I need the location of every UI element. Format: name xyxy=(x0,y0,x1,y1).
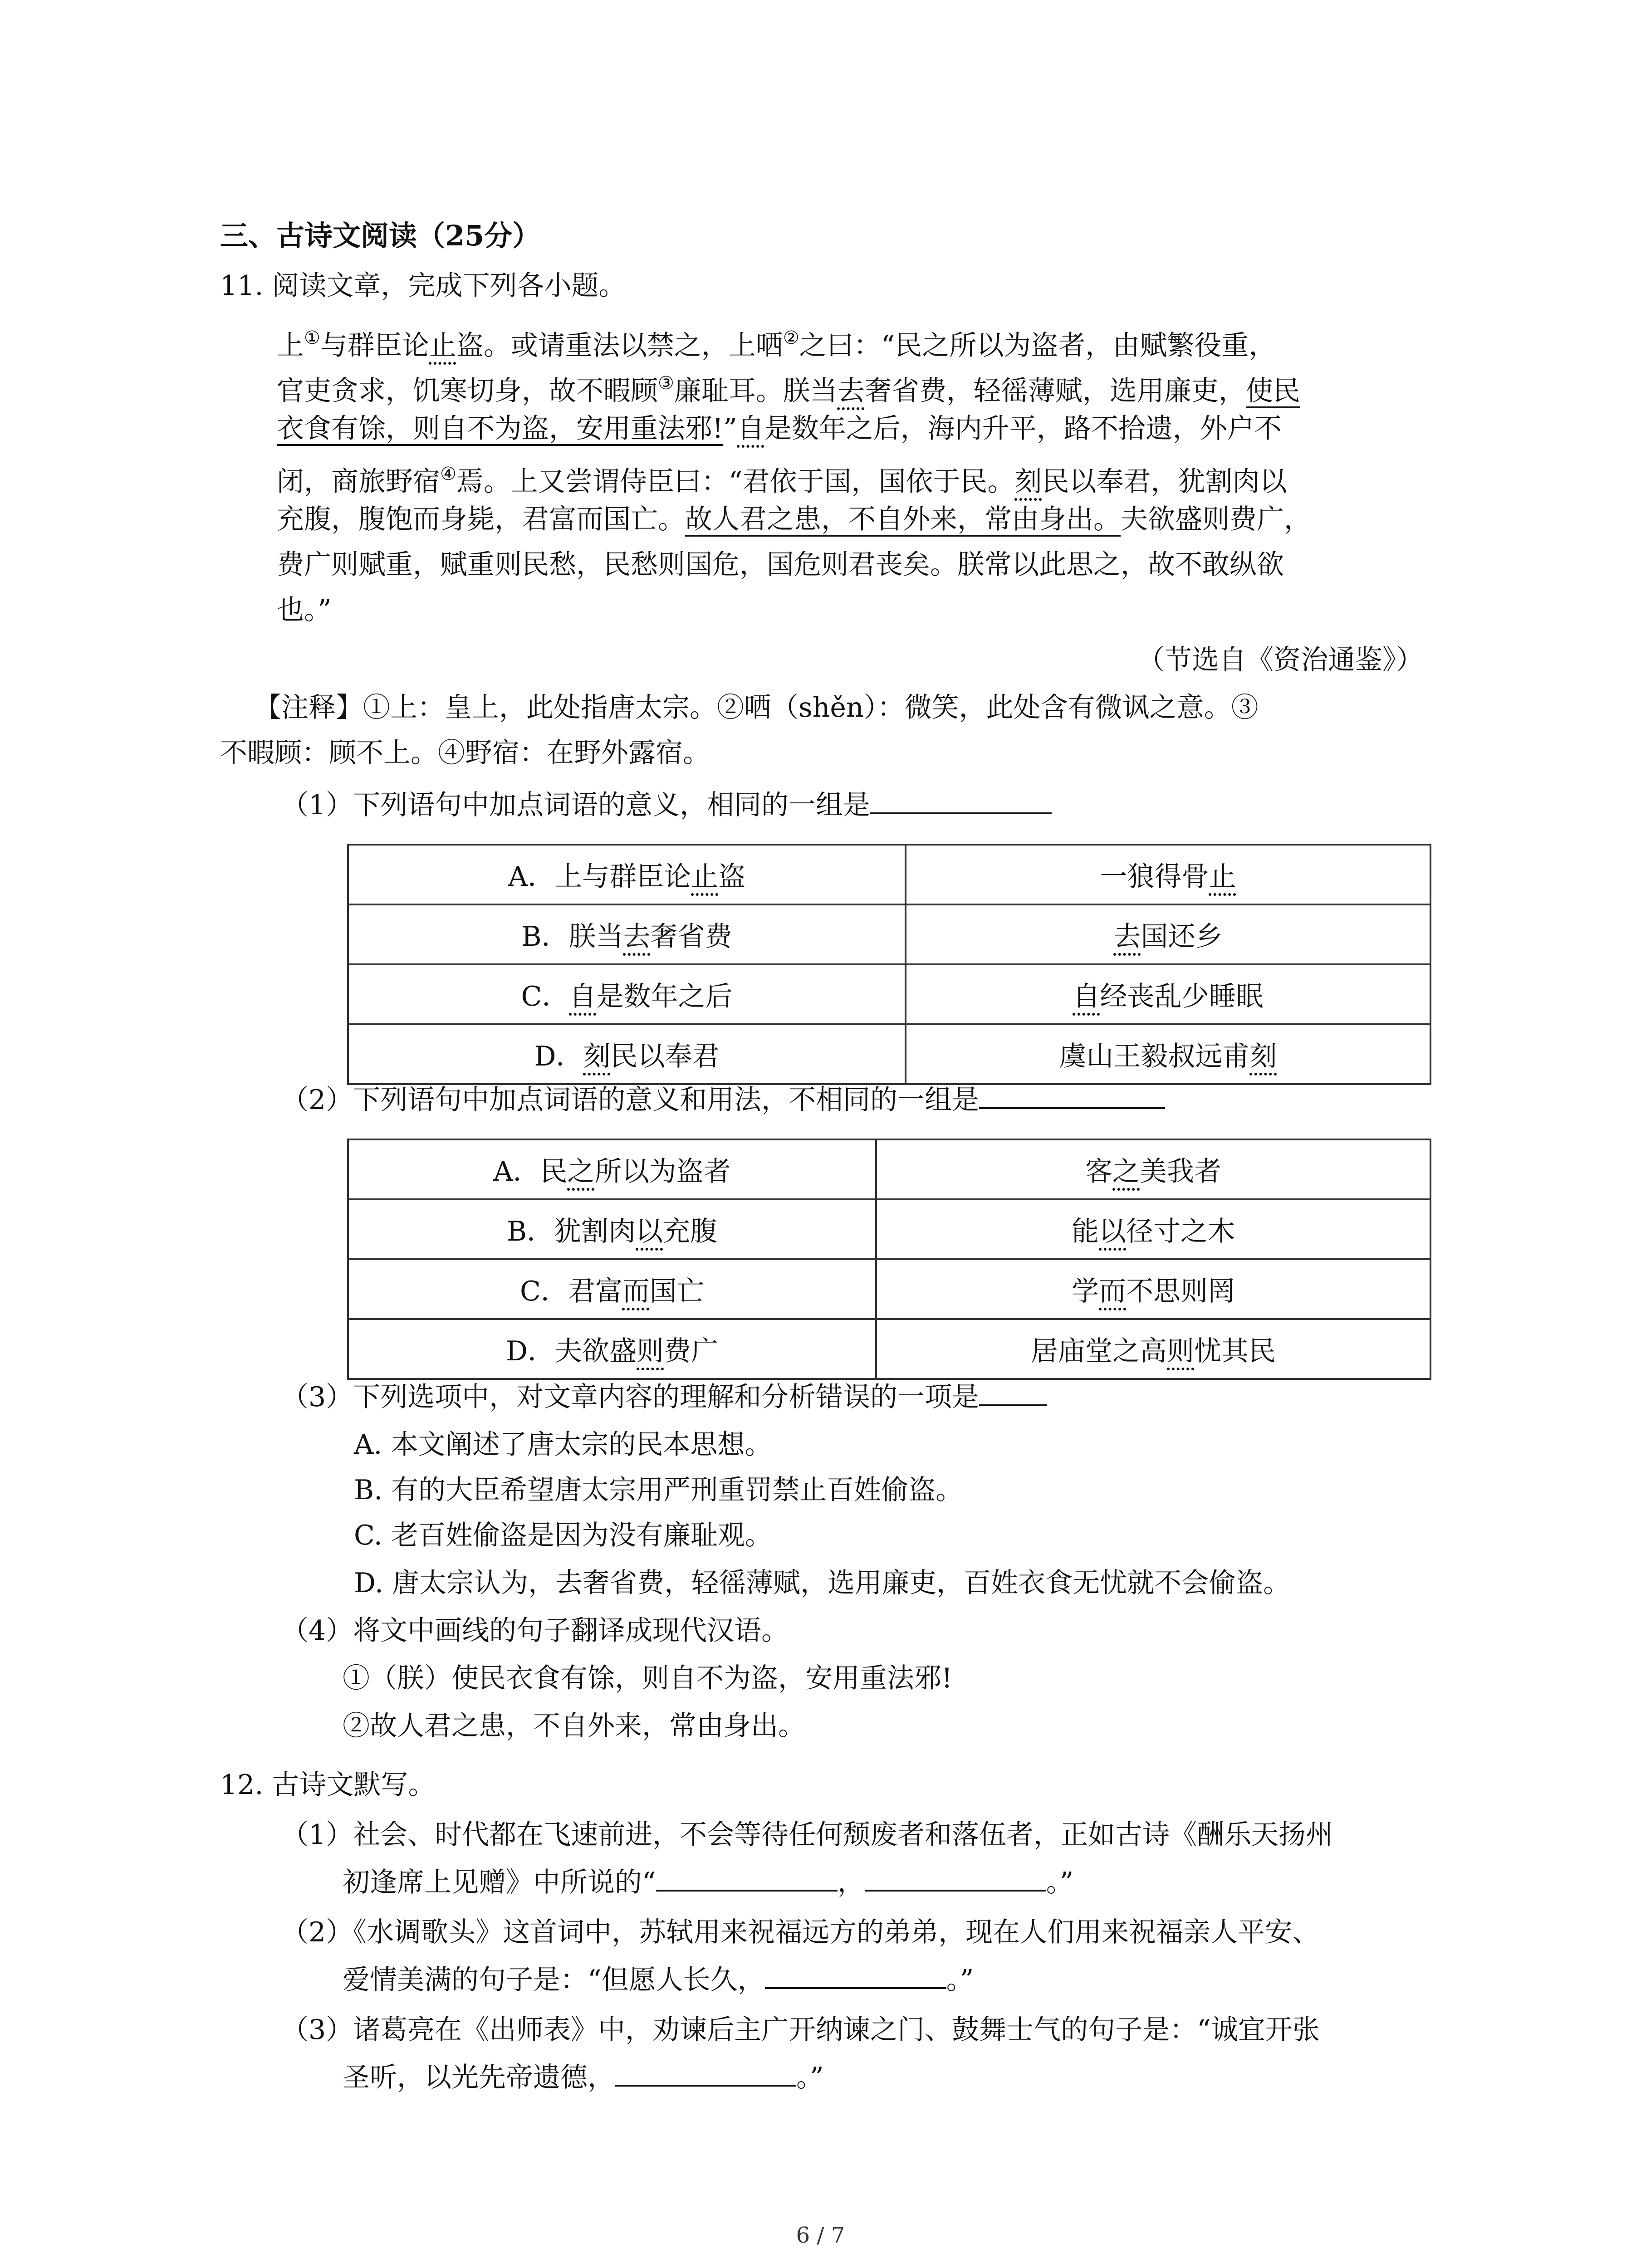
table-row xyxy=(348,1024,1430,1084)
option-left: D．夫欲盛则费广 xyxy=(348,1319,876,1379)
notes-line-2: 不暇顾：顾不上。④野宿：在野外露宿。 xyxy=(220,737,710,769)
dotted-word: 刻 xyxy=(1014,466,1042,498)
passage-text: 与群臣论 xyxy=(320,330,429,362)
punctuation: 。” xyxy=(796,2062,824,2093)
section-title: 三、古诗文阅读（25分） xyxy=(220,219,541,252)
sub-question-1 xyxy=(281,782,1052,828)
option-right: 去国还乡 xyxy=(906,904,1430,964)
answer-blank[interactable] xyxy=(979,1377,1047,1406)
option-left: B．朕当去奢省费 xyxy=(348,904,906,964)
footnote-marker: ④ xyxy=(440,464,456,484)
option-left: A．民之所以为盗者 xyxy=(348,1139,876,1199)
sub-question-text: 将文中画线的句子翻译成现代汉语。 xyxy=(353,1615,789,1647)
passage-text: 上 xyxy=(277,330,304,362)
page-number: 6 / 7 xyxy=(796,2223,845,2248)
sub-question-label: （4） xyxy=(281,1615,353,1647)
table-row xyxy=(348,1199,1430,1259)
recite-item-2-line-1 xyxy=(281,1910,1319,1955)
option-right: 一狼得骨止 xyxy=(906,845,1430,904)
translate-item-2: ②故人君之患，不自外来，常由身出。 xyxy=(343,1710,805,1742)
table-row xyxy=(348,904,1430,964)
option-left: D．刻民以奉君 xyxy=(348,1024,906,1084)
dotted-word: 去 xyxy=(837,375,865,407)
answer-blank[interactable] xyxy=(870,785,1052,814)
dotted-word: 而 xyxy=(1099,1276,1126,1307)
sub-question-label: （1） xyxy=(281,1819,353,1851)
dotted-word: 自 xyxy=(1073,981,1100,1012)
dotted-word: 以 xyxy=(1099,1216,1126,1247)
option-right: 居庙堂之高则忧其民 xyxy=(876,1319,1430,1379)
recite-item-3-line-1 xyxy=(281,2007,1320,2053)
passage-text: ” xyxy=(723,413,737,445)
table-row xyxy=(348,964,1430,1024)
passage-source: （节选自《资治通鉴》） xyxy=(1137,644,1423,676)
answer-blank[interactable] xyxy=(656,1862,838,1892)
question-number: 11. xyxy=(220,270,264,302)
table-row xyxy=(348,1139,1430,1199)
option-right: 能以径寸之木 xyxy=(876,1199,1430,1259)
dotted-word: 则 xyxy=(637,1335,664,1367)
question-12-header xyxy=(220,1762,436,1808)
footnote-marker: ① xyxy=(304,327,320,348)
dotted-word: 刻 xyxy=(1249,1041,1277,1072)
recite-item-2-line-2 xyxy=(343,1957,974,2003)
sub-question-label: （3） xyxy=(281,2014,353,2046)
dotted-word: 止 xyxy=(429,330,456,362)
option-d: D. 唐太宗认为，去奢省费，轻徭薄赋，选用廉吏，百姓衣食无忧就不会偷盗。 xyxy=(354,1567,1291,1599)
passage-text: 充腹，腹饱而身毙，君富而国亡。 xyxy=(277,503,685,535)
option-left: A．上与群臣论止盗 xyxy=(348,845,906,904)
dotted-word: 去 xyxy=(623,921,651,953)
dotted-word: 之 xyxy=(1112,1156,1140,1188)
recite-item-3-line-2 xyxy=(343,2055,824,2100)
passage-text: 焉。上又尝谓侍臣曰：“君依于国，国依于民。 xyxy=(456,466,1015,498)
dotted-word: 止 xyxy=(1209,861,1236,893)
option-right: 学而不思则罔 xyxy=(876,1259,1430,1319)
passage-text: 夫欲盛则费广， xyxy=(1121,503,1311,535)
sub-question-label: （2） xyxy=(281,1084,353,1116)
punctuation: ， xyxy=(837,1867,865,1898)
passage-text: 闭，商旅野宿 xyxy=(277,466,440,498)
dotted-word: 而 xyxy=(622,1276,650,1307)
punctuation: 。” xyxy=(946,1964,974,1996)
table-row xyxy=(348,845,1430,904)
question-text: 圣听，以光先帝遗德， xyxy=(343,2062,615,2093)
passage-text: 民以奉君，犹割肉以 xyxy=(1042,466,1287,498)
passage-line-3 xyxy=(277,406,1282,451)
table-row xyxy=(348,1259,1430,1319)
dotted-word: 以 xyxy=(636,1216,663,1247)
passage-text: 盗。或请重法以禁之，上哂 xyxy=(456,330,783,362)
answer-blank[interactable] xyxy=(865,1862,1046,1892)
option-c: C. 老百姓偷盗是因为没有廉耻观。 xyxy=(354,1520,772,1551)
dotted-word: 止 xyxy=(691,861,719,893)
punctuation: 。” xyxy=(1046,1867,1074,1898)
answer-blank[interactable] xyxy=(979,1080,1165,1109)
underlined-sentence: 衣食有馀，则自不为盗，安用重法邪! xyxy=(277,413,724,445)
option-right: 客之美我者 xyxy=(876,1139,1430,1199)
question-text: 诸葛亮在《出师表》中，劝谏后主广开纳谏之门、鼓舞士气的句子是：“诚宜开张 xyxy=(353,2014,1320,2046)
sub-question-text: 下列选项中，对文章内容的理解和分析错误的一项是 xyxy=(353,1381,980,1413)
sub-question-3 xyxy=(281,1374,1047,1420)
passage-text: 奢省费，轻徭薄赋，选用廉吏， xyxy=(864,375,1246,407)
sub-question-label: （3） xyxy=(281,1381,353,1413)
sub-question-text: 下列语句中加点词语的意义，相同的一组是 xyxy=(353,789,871,821)
option-left: B．犹割肉以充腹 xyxy=(348,1199,876,1259)
answer-blank[interactable] xyxy=(615,2058,796,2087)
dotted-word: 之 xyxy=(567,1156,595,1188)
dotted-word: 自 xyxy=(569,981,597,1012)
passage-text: 官吏贪求，饥寒切身，故不暇顾 xyxy=(277,375,658,407)
question-11-header xyxy=(220,263,626,308)
option-right: 虞山王毅叔远甫刻 xyxy=(906,1024,1430,1084)
passage-text: 廉耻耳。朕当 xyxy=(674,375,838,407)
passage-line-6: 费广则赋重，赋重则民愁，民愁则国危，国危则君丧矣。朕常以此思之，故不敢纵欲 xyxy=(277,549,1284,581)
passage-text: 之曰：“民之所以为盗者，由赋繁役重， xyxy=(799,330,1276,362)
underlined-sentence: 使民 xyxy=(1245,375,1300,407)
notes-line-1: 【注释】①上：皇上，此处指唐太宗。②哂（shěn）：微笑，此处含有微讽之意。③ xyxy=(254,692,1259,723)
passage-line-7: 也。” xyxy=(277,594,332,626)
passage-line-5 xyxy=(277,497,1311,542)
option-b: B. 有的大臣希望唐太宗用严刑重罚禁止百姓偷盗。 xyxy=(354,1474,963,1506)
dotted-word: 去 xyxy=(1113,921,1141,953)
question-text: 初逢席上见赠》中所说的“ xyxy=(343,1867,656,1898)
options-table-2 xyxy=(347,1139,1431,1380)
recite-item-1-line-1 xyxy=(281,1812,1333,1857)
question-instruction: 阅读文章，完成下列各小题。 xyxy=(272,270,626,302)
sub-question-2 xyxy=(281,1077,1165,1123)
option-right: 自经丧乱少睡眠 xyxy=(906,964,1430,1024)
option-a: A. 本文阐述了唐太宗的民本思想。 xyxy=(354,1429,772,1461)
translate-item-1: ①（朕）使民衣食有馀，则自不为盗，安用重法邪! xyxy=(343,1662,953,1694)
table-row xyxy=(348,1319,1430,1379)
sub-question-label: （1） xyxy=(281,789,353,821)
options-table-1 xyxy=(347,844,1431,1085)
sub-question-text: 下列语句中加点词语的意义和用法，不相同的一组是 xyxy=(353,1084,980,1116)
question-text: 爱情美满的句子是：“但愿人长久， xyxy=(343,1964,765,1996)
sub-question-label: （2） xyxy=(281,1916,353,1948)
answer-blank[interactable] xyxy=(765,1960,946,1989)
question-number: 12. xyxy=(220,1769,264,1801)
question-instruction: 古诗文默写。 xyxy=(272,1769,436,1801)
question-text: 《水调歌头》这首词中，苏轼用来祝福远方的弟弟，现在人们用来祝福亲人平安、 xyxy=(353,1916,1320,1948)
underlined-sentence: 故人君之患，不自外来，常由身出。 xyxy=(685,503,1121,535)
sub-question-4 xyxy=(281,1608,789,1653)
footnote-marker: ② xyxy=(783,327,799,348)
dotted-word: 刻 xyxy=(583,1041,611,1072)
dotted-word: 则 xyxy=(1167,1335,1194,1367)
footnote-marker: ③ xyxy=(658,373,674,394)
option-left: C．君富而国亡 xyxy=(348,1259,876,1319)
passage-text: 是数年之后，海内升平，路不拾遗，外户不 xyxy=(764,413,1282,445)
dotted-word: 自 xyxy=(737,413,764,445)
recite-item-1-line-2 xyxy=(343,1860,1073,1905)
option-left: C．自是数年之后 xyxy=(348,964,906,1024)
question-text: 社会、时代都在飞速前进，不会等待任何颓废者和落伍者，正如古诗《酬乐天扬州 xyxy=(353,1819,1333,1851)
